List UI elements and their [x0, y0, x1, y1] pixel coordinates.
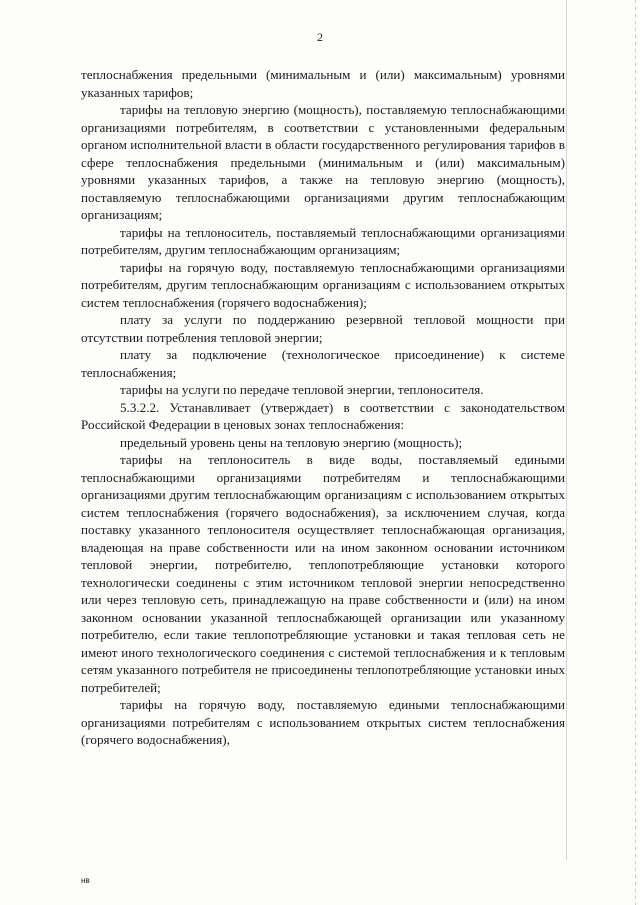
- paragraph: тарифы на услуги по передаче тепловой энергии, теплоносителя.: [120, 382, 484, 397]
- document-body: [81, 66, 565, 749]
- paragraph: плату за услуги по поддержанию резервной тепловой мощности при отсутствии потребления тепловой энергии;: [81, 312, 565, 345]
- paragraph: тарифы на тепловую энергию (мощность), поставляемую теплоснабжающими организациями потребителям, в соответствии с установленными федеральным органом исполнительной власти в области государственного регулирования тарифов в сфере теплоснабжения предельными (минимальным и (или) максимальным) уровнями указанных тарифов, а также на тепловую энергию (мощность), поставляемую теплоснабжающими организациями другим теплоснабжающим организациям;: [81, 102, 565, 222]
- footer-initials: нв: [81, 876, 90, 885]
- paragraph: тарифы на горячую воду, поставляемую теплоснабжающими организациями потребителям, другим теплоснабжающим организациям с использованием открытых систем теплоснабжения (горячего водоснабжения);: [81, 259, 565, 310]
- scan-artifact-edge: [635, 0, 636, 905]
- paragraph: теплоснабжения предельными (минимальным и (или) максимальным) уровнями указанных тарифов;: [81, 67, 565, 100]
- section-paragraph: 5.3.2.2. Устанавливает (утверждает) в соответствии с законодательством Российской Федерации в ценовых зонах теплоснабжения:: [81, 399, 565, 432]
- paragraph: тарифы на горячую воду, поставляемую едиными теплоснабжающими организациями потребителям с использованием открытых систем теплоснабжения (горячего водоснабжения),: [81, 697, 565, 747]
- page-number: 2: [317, 30, 323, 44]
- paragraph: тарифы на теплоноситель, поставляемый теплоснабжающими организациями потребителям, другим теплоснабжающим организациям;: [81, 224, 565, 257]
- paragraph: тарифы на теплоноситель в виде воды, поставляемый едиными теплоснабжающими организациями потребителям и теплоснабжающими организациями другим теплоснабжающим организациям с использованием открытых систем теплоснабжения (горячего водоснабжения), за исключением случая, когда поставку указанного теплоносителя осуществляет теплоснабжающая организация, владеющая на праве собственности или на ином законном основании источником тепловой энергии, потребителю, теплопотребляющие установки которого технологически соединены с этим источником тепловой энергии непосредственно или через тепловую сеть, принадлежащую на праве собственности и (или) на ином законном основании указанной теплоснабжающей организации или указанному потребителю, если такие теплопотребляющие установки и такая тепловая сеть не имеют иного технологического соединения с системой теплоснабжения и к тепловым сетям указанного потребителя не присоединены теплопотребляющие установки иных потребителей;: [81, 452, 565, 695]
- scan-artifact-line: [566, 0, 567, 860]
- paragraph: плату за подключение (технологическое присоединение) к системе теплоснабжения;: [81, 347, 565, 380]
- paragraph: предельный уровень цены на тепловую энергию (мощность);: [120, 434, 463, 450]
